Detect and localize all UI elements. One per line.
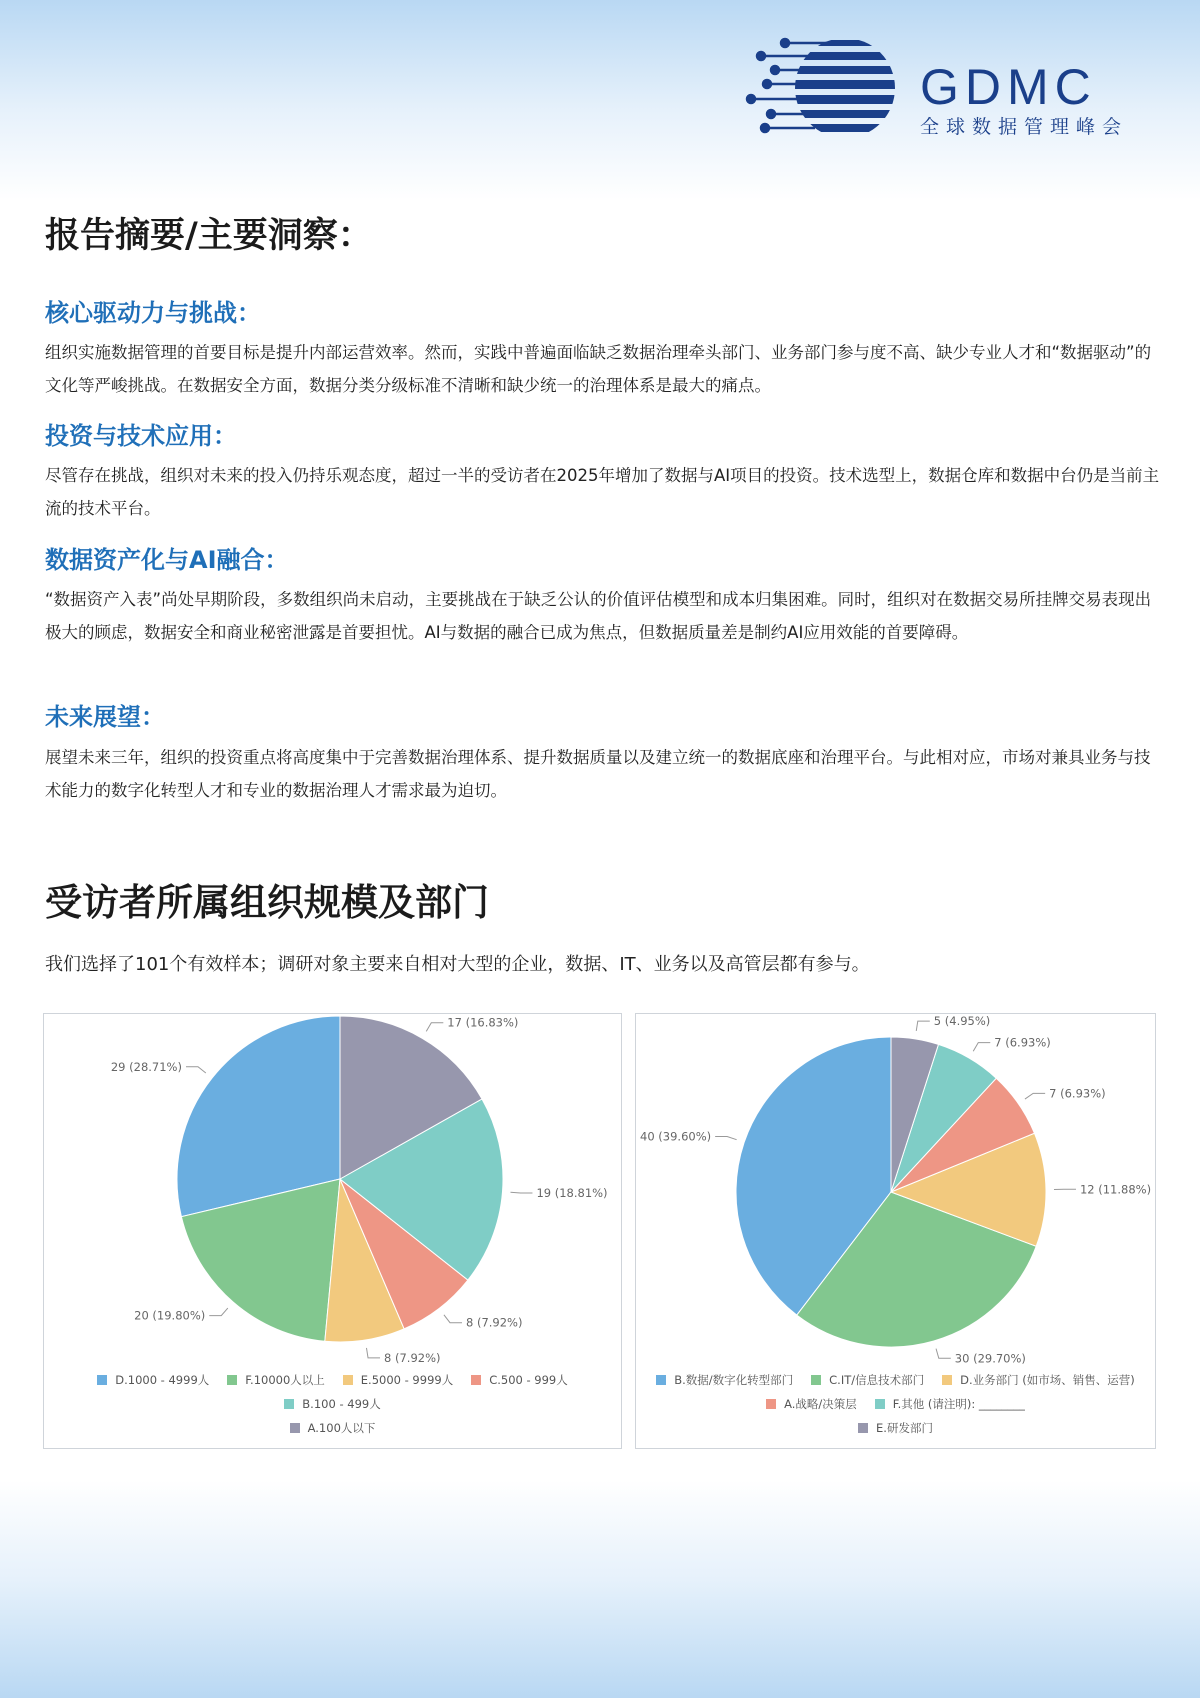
- legend-item[interactable]: [656, 1368, 793, 1392]
- org-size-legend: [44, 1368, 621, 1440]
- slice-label: 7 (6.93%): [1049, 1086, 1106, 1101]
- org-size-chart: [43, 1013, 622, 1449]
- legend-item[interactable]: [471, 1368, 568, 1392]
- legend-label: E.5000 - 9999人: [360, 1373, 454, 1387]
- respondents-title: 受访者所属组织规模及部门: [45, 881, 489, 924]
- slice-label: 30 (29.70%): [954, 1351, 1026, 1366]
- legend-label: B.100 - 499人: [302, 1397, 381, 1411]
- section-text: 组织实施数据管理的首要目标是提升内部运营效率。然而，实践中普遍面临缺乏数据治理牵头部门、业务部门参与度不高、缺少专业人才和“数据驱动”的文化等严峻挑战。在数据安全方面，数据分类分级标准不清晰和缺少统一的治理体系是最大的痛点。: [45, 343, 1152, 395]
- slice-label: 5 (4.95%): [933, 1014, 991, 1029]
- respondents-intro: 我们选择了101个有效样本；调研对象主要来自相对大型的企业，数据、IT、业务以及高管层都有参与。: [45, 954, 870, 975]
- legend-label: F.10000人以上: [245, 1373, 325, 1387]
- legend-swatch-icon: [290, 1423, 300, 1433]
- department-chart: [635, 1013, 1156, 1449]
- label-leader-line: [1025, 1093, 1045, 1099]
- label-leader-line: [510, 1192, 532, 1193]
- section-heading: 核心驱动力与挑战：: [45, 299, 261, 327]
- legend-swatch-icon: [227, 1375, 237, 1385]
- legend-swatch-icon: [343, 1375, 353, 1385]
- legend-swatch-icon: [858, 1423, 868, 1433]
- label-leader-line: [916, 1021, 930, 1031]
- legend-swatch-icon: [656, 1375, 666, 1385]
- org-size-pie: [44, 1014, 623, 1384]
- legend-item[interactable]: [227, 1368, 325, 1392]
- legend-item[interactable]: [290, 1416, 376, 1440]
- legend-label: D.1000 - 4999人: [115, 1373, 210, 1387]
- legend-label: D.业务部门 (如市场、销售、运营): [960, 1373, 1135, 1387]
- slice-label: 8 (7.92%): [465, 1315, 523, 1330]
- logo-subtitle: 全球数据管理峰会: [920, 116, 1129, 138]
- section-text: 展望未来三年，组织的投资重点将高度集中于完善数据治理体系、提升数据质量以及建立统一的数据底座和治理平台。与此相对应，市场对兼具业务与技术能力的数字化转型人才和专业的数据治理人才需求最为迫切。: [45, 748, 1151, 800]
- circuit-globe-icon: [745, 30, 915, 140]
- legend-label: B.数据/数字化转型部门: [674, 1373, 794, 1387]
- legend-swatch-icon: [811, 1375, 821, 1385]
- section-heading: 数据资产化与AI融合：: [45, 546, 289, 574]
- label-leader-line: [444, 1315, 462, 1323]
- legend-item[interactable]: [766, 1392, 857, 1416]
- section-text: “数据资产入表”尚处早期阶段，多数组织尚未启动，主要挑战在于缺乏公认的价值评估模型和成本归集困难。同时，组织对在数据交易所挂牌交易表现出极大的顾虑，数据安全和商业秘密泄露是首要担忧。AI与数据的融合已成为焦点，但数据质量差是制约AI应用效能的首要障碍。: [45, 590, 1152, 642]
- legend-swatch-icon: [97, 1375, 107, 1385]
- legend-label: A.战略/决策层: [784, 1397, 857, 1411]
- label-leader-line: [186, 1067, 206, 1073]
- section-heading: 未来展望：: [45, 703, 165, 731]
- label-leader-line: [936, 1349, 951, 1359]
- section-text: 尽管存在挑战，组织对未来的投入仍持乐观态度，超过一半的受访者在2025年增加了数据与AI项目的投资。技术选型上，数据仓库和数据中台仍是当前主流的技术平台。: [45, 466, 1160, 518]
- legend-label: C.500 - 999人: [489, 1373, 568, 1387]
- logo-wordmark: GDMC: [920, 59, 1097, 115]
- legend-item[interactable]: [343, 1368, 453, 1392]
- slice-label: 12 (11.88%): [1079, 1182, 1152, 1197]
- label-leader-line: [209, 1308, 228, 1316]
- legend-item[interactable]: [97, 1368, 209, 1392]
- label-leader-line: [715, 1136, 736, 1139]
- legend-item[interactable]: [875, 1392, 1025, 1416]
- legend-item[interactable]: [942, 1368, 1135, 1392]
- legend-label: C.IT/信息技术部门: [829, 1373, 925, 1387]
- legend-label: E.研发部门: [876, 1421, 933, 1435]
- gdmc-logo: [745, 30, 1165, 140]
- legend-swatch-icon: [875, 1399, 885, 1409]
- department-legend: [636, 1368, 1155, 1440]
- slice-label: 19 (18.81%): [536, 1186, 608, 1201]
- label-leader-line: [366, 1348, 380, 1358]
- slice-label: 20 (19.80%): [134, 1308, 206, 1323]
- department-pie: [636, 1014, 1157, 1384]
- legend-swatch-icon: [471, 1375, 481, 1385]
- legend-swatch-icon: [766, 1399, 776, 1409]
- slice-label: 29 (28.71%): [110, 1059, 182, 1074]
- slice-label: 17 (16.83%): [447, 1015, 519, 1030]
- slice-label: 40 (39.60%): [640, 1129, 712, 1144]
- legend-item[interactable]: [858, 1416, 933, 1440]
- section-heading: 投资与技术应用：: [45, 422, 237, 450]
- label-leader-line: [426, 1023, 443, 1032]
- legend-label: F.其他 (请注明): ________: [892, 1397, 1025, 1411]
- legend-swatch-icon: [284, 1399, 294, 1409]
- legend-item[interactable]: [811, 1368, 924, 1392]
- summary-title: 报告摘要/主要洞察：: [45, 216, 373, 256]
- legend-swatch-icon: [942, 1375, 952, 1385]
- slice-label: 8 (7.92%): [384, 1350, 441, 1365]
- legend-label: A.100人以下: [307, 1421, 376, 1435]
- legend-item[interactable]: [284, 1392, 380, 1416]
- label-leader-line: [973, 1043, 990, 1052]
- slice-label: 7 (6.93%): [994, 1035, 1051, 1050]
